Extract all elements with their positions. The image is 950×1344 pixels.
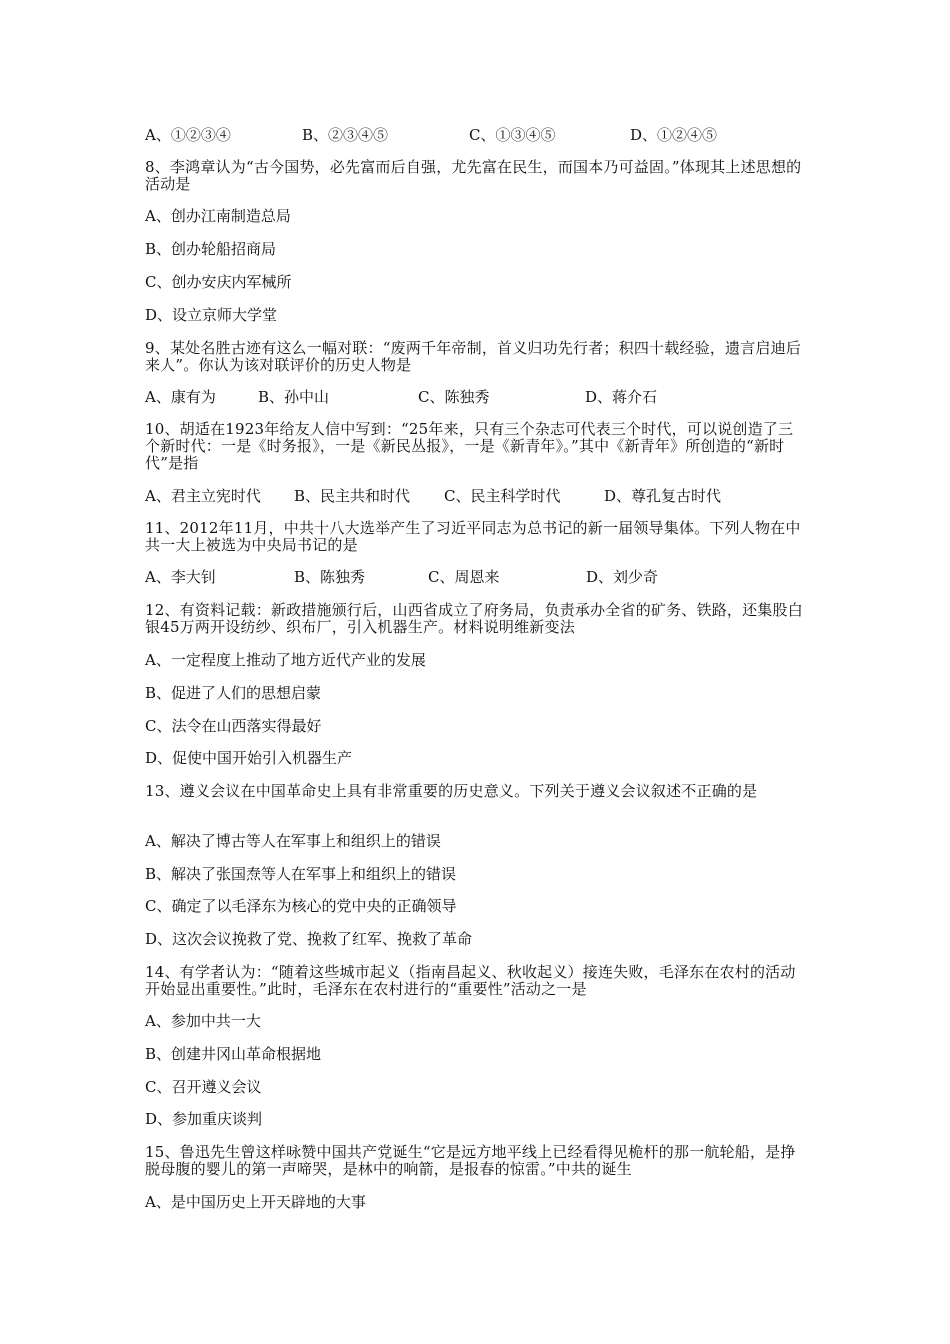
q9-stem: 9、某处名胜古迹有这么一幅对联：“废两千年帝制，首义归功先行者；积四十载经验，遗言启迪后来人”。你认为该对联评价的历史人物是 [145,339,802,374]
q15-option-a: A、是中国历史上开天辟地的大事 [145,1193,366,1211]
q13-option-b: B、解决了张国焘等人在军事上和组织上的错误 [145,865,457,883]
q12-option-d: D、促使中国开始引入机器生产 [145,749,353,767]
q13-option-c: C、确定了以毛泽东为核心的党中央的正确领导 [145,897,457,915]
q14-option-d: D、参加重庆谈判 [145,1110,263,1128]
q11-option-a: A、李大钊 [145,568,216,586]
q7-option-a: A、①②③④ [145,126,231,144]
q11-stem: 11、2012年11月，中共十八大选举产生了习近平同志为总书记的新一届领导集体。下列人物在中共一大上被选为中央局书记的是 [145,519,801,554]
q12-option-a: A、一定程度上推动了地方近代产业的发展 [145,651,426,669]
q12-option-b: B、促进了人们的思想启蒙 [145,684,322,702]
q12-option-c: C、法令在山西落实得最好 [145,717,322,735]
q9-option-d: D、蒋介石 [585,388,658,406]
q11-option-c: C、周恩来 [428,568,500,586]
q13-option-d: D、这次会议挽救了党、挽救了红军、挽救了革命 [145,930,473,948]
q14-option-c: C、召开遵义会议 [145,1078,262,1096]
q15-stem: 15、鲁迅先生曾这样咏赞中国共产党诞生“它是远方地平线上已经看得见桅杆的那一航轮船，是挣脱母腹的婴儿的第一声啼哭，是林中的响箭，是报春的惊雷。”中共的诞生 [145,1143,796,1178]
q8-option-c: C、创办安庆内军械所 [145,273,292,291]
q7-options [145,127,745,144]
q7-option-b: B、②③④⑤ [302,126,389,144]
q9-option-b: B、孙中山 [258,388,330,406]
q8-option-a: A、创办江南制造总局 [145,207,291,225]
q8-option-d: D、设立京师大学堂 [145,306,278,324]
q11-option-d: D、刘少奇 [586,568,659,586]
q14-stem: 14、有学者认为：“随着这些城市起义（指南昌起义、秋收起义）接连失败，毛泽东在农村的活动开始显出重要性。”此时，毛泽东在农村进行的“重要性”活动之一是 [145,963,796,998]
q10-option-a: A、君主立宪时代 [145,487,261,505]
q10-option-b: B、民主共和时代 [294,487,411,505]
q10-option-c: C、民主科学时代 [444,487,561,505]
q12-stem: 12、有资料记载：新政措施颁行后，山西省成立了府务局，负责承办全省的矿务、铁路，还集股白银45万两开设纺纱、织布厂，引入机器生产。材料说明维新变法 [145,601,803,636]
q11-option-b: B、陈独秀 [294,568,366,586]
q8-option-b: B、创办轮船招商局 [145,240,277,258]
q13-stem: 13、遵义会议在中国革命史上具有非常重要的历史意义。下列关于遵义会议叙述不正确的是 [145,782,758,800]
q11-options [145,569,745,586]
q9-option-a: A、康有为 [145,388,216,406]
q13-option-a: A、解决了博古等人在军事上和组织上的错误 [145,832,441,850]
q7-option-d: D、①②④⑤ [630,126,718,144]
q9-options [145,389,745,406]
q14-option-b: B、创建井冈山革命根据地 [145,1045,322,1063]
q7-option-c: C、①③④⑤ [469,126,556,144]
q9-option-c: C、陈独秀 [418,388,490,406]
q10-options [145,488,765,505]
q8-stem: 8、李鸿章认为“古今国势，必先富而后自强，尤先富在民生，而国本乃可益固。”体现其上述思想的活动是 [145,158,802,193]
q14-option-a: A、参加中共一大 [145,1012,261,1030]
q10-stem: 10、胡适在1923年给友人信中写到：“25年来，只有三个杂志可代表三个时代，可以说创造了三个新时代：一是《时务报》，一是《新民丛报》，一是《新青年》。”其中《新青年》所创造的“新时代”是指 [145,420,794,472]
q10-option-d: D、尊孔复古时代 [604,487,722,505]
